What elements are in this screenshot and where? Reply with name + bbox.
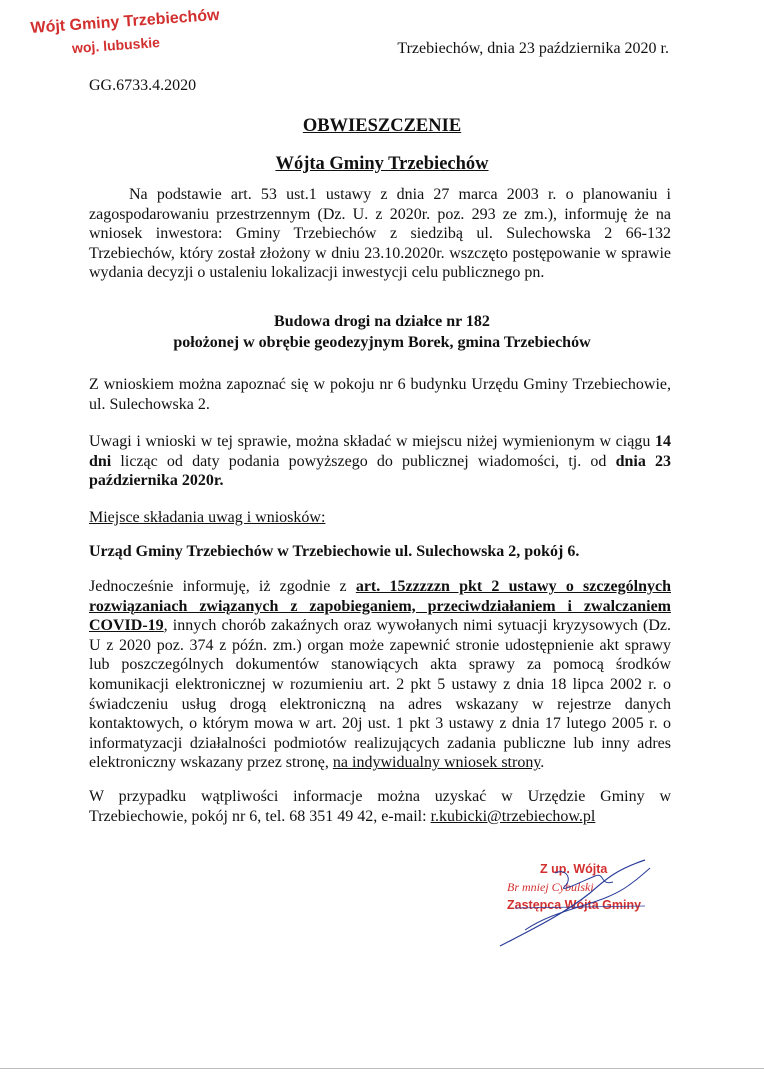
covid-text-2: , innych chorób zakaźnych oraz wywołanych nimi sytuacji kryzysowych (Dz. U z 2020 poz. 374 z późn. zm.) organ może zapewnić stronie udostępnienie akt sprawy lub poszczególnych dokumentów stanowiących akta sprawy za pomocą środków komunikacji elektronicznej w rozumieniu art. 2 pkt 5 ustawy z dnia 18 lipca 2002 r. o świadczeniu usług drogą elektroniczną na adres wskazany w rejestrze danych kontaktowych, o którym mowa w art. 20j ust. 1 pkt 3 ustawy z dnia 17 lutego 2005 r. o informatyzacji działalności podmiotów realizujących zadania publiczne lub inny adres elektroniczny wskazany przez stronę xyxy=(89,617,671,772)
contact-paragraph xyxy=(89,787,671,826)
stamp-line-voivodeship: woj. lubuskie xyxy=(71,34,161,57)
intro-paragraph: Na podstawie art. 53 ust.1 ustawy z dnia 27 marca 2003 r. o planowaniu i zagospodarowaniu przestrzennym (Dz. U. z 2020r. poz. 293 ze zm.), informuję że na wniosek inwestora: Gminy Trzebiechów z siedzibą ul. Sulechowska 2 66-132 Trzebiechów, który został złożony w dniu 23.10.2020r. wszczęto postępowanie w sprawie wydania decyzji o ustaleniu lokalizacji inwestycji celu publicznego pn. xyxy=(89,186,671,282)
covid-paragraph xyxy=(89,577,671,773)
covid-text-3: , xyxy=(324,754,333,772)
reference-number: GG.6733.4.2020 xyxy=(89,77,197,94)
signature-stamp-line1: Z up. Wójta xyxy=(540,862,608,876)
place-heading: Miejsce składania uwag i wniosków: xyxy=(89,509,326,526)
comments-text-1: Uwagi i wnioski w tej sprawie, można składać w miejscu niżej wymienionym w ciągu xyxy=(89,433,655,450)
covid-text-1: Jednocześnie informuję, iż zgodnie z xyxy=(89,578,356,595)
review-paragraph: Z wnioskiem można zapoznać się w pokoju nr 6 budynku Urzędu Gminy Trzebiechowie, ul. Sulechowska 2. xyxy=(89,376,671,413)
stamp-line-office: Wójt Gminy Trzebiechów xyxy=(30,6,221,37)
place-address: Urząd Gminy Trzebiechów w Trzebiechowie ul. Sulechowska 2, pokój 6. xyxy=(89,543,580,560)
signature-stamp-line3: Zastępca Wójta Gminy xyxy=(507,898,642,912)
comments-text-2: licząc od daty podania powyższego do publicznej wiadomości, tj. od xyxy=(111,452,616,470)
document-date: Trzebiechów, dnia 23 października 2020 r. xyxy=(397,40,669,57)
contact-text: W przypadku wątpliwości informacje można uzyskać w Urzędzie Gminy w Trzebiechowie, pokój nr 6, tel. 68 351 49 42, e-mail: xyxy=(89,788,671,825)
official-stamp-top xyxy=(30,7,222,59)
project-name-line2: położonej w obrębie geodezyjnym Borek, gmina Trzebiechów xyxy=(173,334,591,351)
covid-text-4: . xyxy=(540,754,545,772)
project-name-line1: Budowa drogi na działce nr 182 xyxy=(274,313,490,330)
signature-stamp-line2: Br mniej Cybulski xyxy=(507,880,594,894)
handwritten-signature xyxy=(495,858,670,948)
document-title: OBWIESZCZENIE xyxy=(302,116,462,136)
signature-stamp xyxy=(495,858,670,948)
document-subtitle: Wójta Gminy Trzebiechów xyxy=(275,154,489,174)
comments-start-date: dnia 23 października 2020r. xyxy=(89,452,671,490)
page-bottom-rule xyxy=(0,1068,764,1069)
comments-deadline: 14 dni xyxy=(89,433,671,470)
covid-underlined-phrase: na indywidualny wniosek strony xyxy=(332,754,541,772)
comments-paragraph xyxy=(89,432,671,491)
contact-email-link[interactable]: r.kubicki@trzebiechow.pl xyxy=(430,807,596,825)
covid-law-link[interactable]: art. 15zzzzzn pkt 2 ustawy o szczególnych rozwiązaniach związanych z zapobieganiem, przeciwdziałaniem i zwalczaniem COVID-19 xyxy=(89,578,672,635)
